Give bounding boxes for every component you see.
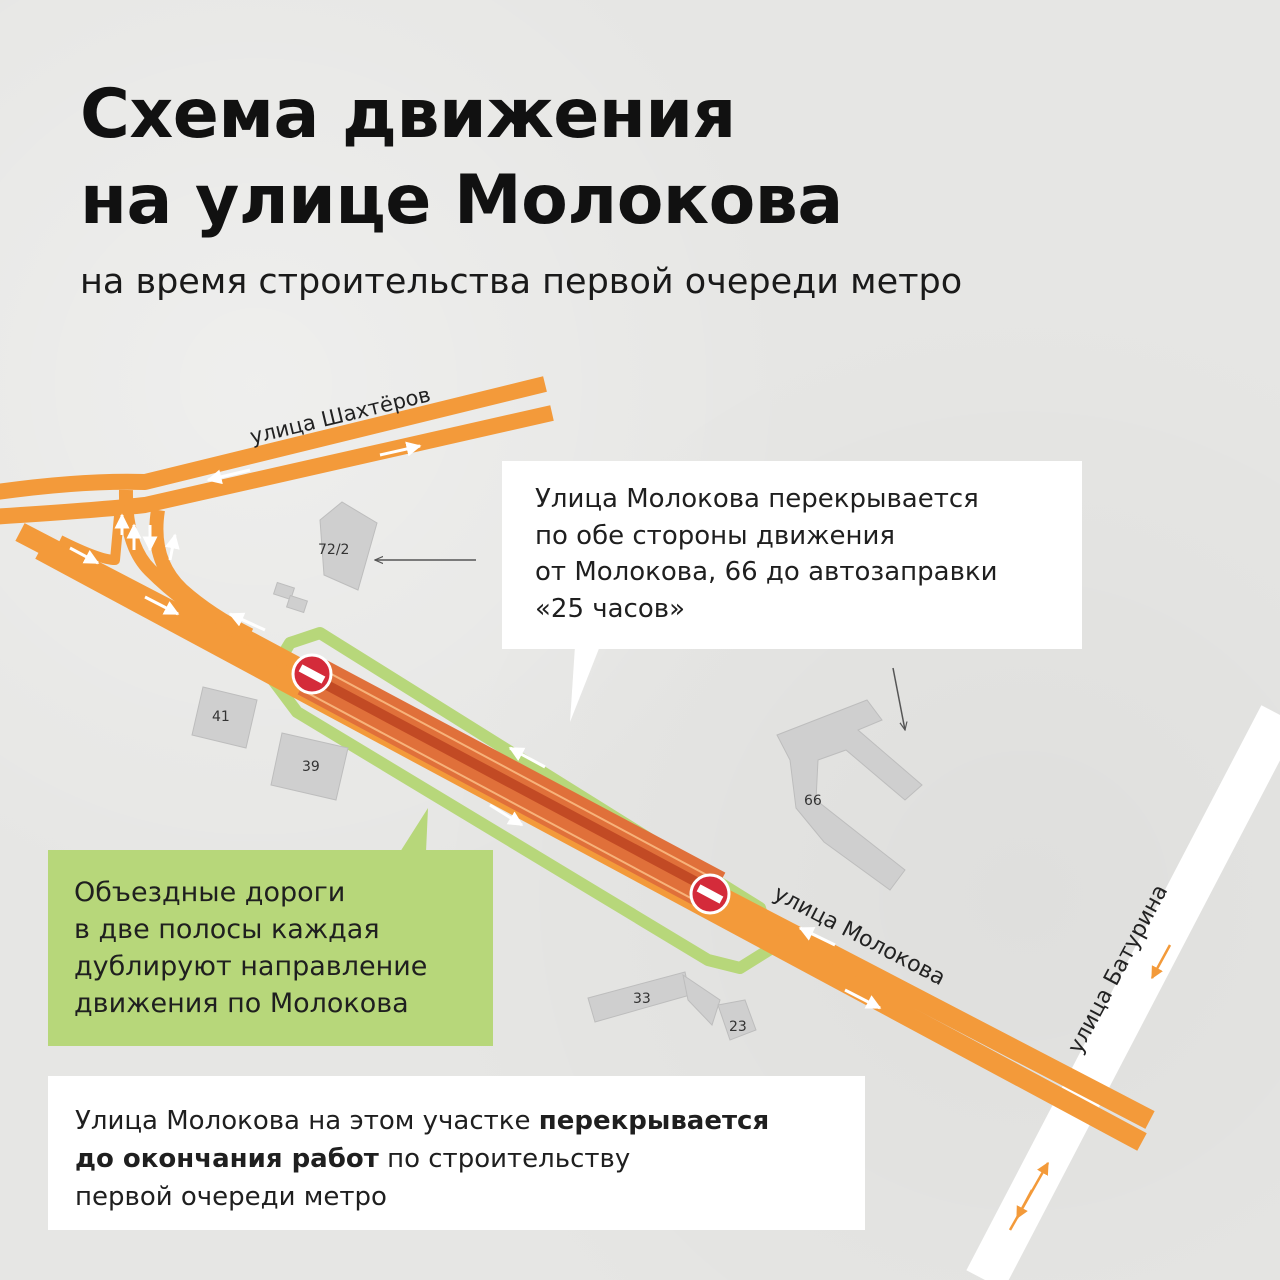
callout-bold-text: перекрывается <box>538 1106 770 1136</box>
callout-text-line: в две полосы каждая <box>74 914 380 945</box>
callout-text-line: движения по Молокова <box>74 988 409 1019</box>
page-title-line: Схема движения <box>80 75 736 154</box>
callout-text: Улица Молокова на этом участке <box>75 1106 539 1136</box>
callout-text-line: от Молокова, 66 до автозаправки <box>535 557 998 587</box>
callout-text-line: Улица Молокова перекрывается <box>535 484 979 514</box>
no-entry-sign-icon <box>691 875 729 913</box>
building-label-39: 39 <box>302 759 320 775</box>
page-subtitle: на время строительства первой очереди метро <box>80 262 963 302</box>
page-title-line: на улице Молокова <box>80 161 843 240</box>
detours-callout-tail <box>400 808 428 852</box>
closure-duration-callout <box>48 1076 865 1230</box>
building-label-33: 33 <box>633 991 651 1007</box>
building-33-wing <box>683 975 720 1025</box>
callout-text-line <box>75 1140 865 1178</box>
building-label-66: 66 <box>804 793 822 809</box>
callout-text-line: дублируют направление <box>74 951 428 982</box>
building-label-41: 41 <box>212 709 230 725</box>
page-title <box>80 72 843 244</box>
building-label-72-2: 72/2 <box>318 542 350 558</box>
closure-callout-tail <box>570 646 600 722</box>
callout-bold-text: до окончания работ <box>75 1144 379 1174</box>
callout-text-line <box>75 1102 865 1140</box>
building-72-2-annex <box>287 596 308 613</box>
callout-text-line: Объездные дороги <box>74 877 346 908</box>
callout-text-line: первой очереди метро <box>75 1182 387 1212</box>
callout-text: по строительству <box>378 1144 631 1174</box>
building-66 <box>777 700 922 890</box>
callout-text-line: по обе стороны движения <box>535 520 896 551</box>
detours-callout <box>48 850 493 1046</box>
building-label-23: 23 <box>729 1019 747 1035</box>
street-label-molokova: улица Молокова <box>769 881 950 992</box>
street-label-baturina: улица Батурина <box>1063 880 1174 1058</box>
baturina-street <box>985 715 1280 1280</box>
closure-callout <box>502 461 1082 649</box>
no-entry-sign-icon <box>293 655 331 693</box>
street-label-shakhterov: улица Шахтёров <box>247 382 433 449</box>
callout-text-line: «25 часов» <box>535 593 685 624</box>
